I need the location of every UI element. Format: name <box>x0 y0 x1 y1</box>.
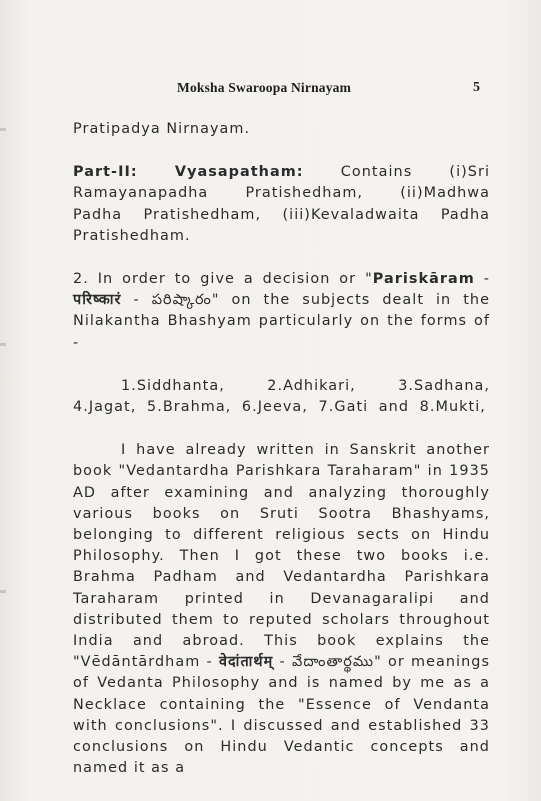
pariskaram-telugu: పరిష్కారం <box>151 292 212 309</box>
vedantardham-telugu: వేదాంతార్థము <box>292 654 375 671</box>
part-2-name: Vyasapatham: <box>174 164 304 181</box>
pariskaram-term: Pariskāram <box>372 271 475 288</box>
page-number: 5 <box>473 80 480 95</box>
pariskaram-devanagari: परिष्कारं <box>73 292 122 309</box>
page-header <box>0 80 541 100</box>
vedantardham-devanagari: वेदांतार्थम् <box>218 654 274 671</box>
paragraph-3: I have already written in Sanskrit another book "Vedantardha Parishkara Taraharam" in 1935 AD after examining and analyzing thoroughly various books on Sruti Sootra Bhashyams, belonging to different religious sects on Hindu Philosophy. Then I got these two books i.e. Brahma Padham and Vedantardha Parishkara Taraharam printed in Devanagaralipi and distributed them to reputed scholars throughout India and abroad. This book explains the "Vēdāntārdham - वेदांतार्थम् - వేదాంతార్థము" or meanings of Vedanta Philosophy and is named by me as a Necklace containing the "Essence of Vendanta with conclusions". I discussed and established 33 conclusions on Hindu Vedantic concepts and named it as a <box>73 442 491 777</box>
paragraph-part-2: Part-II: Vyasapatham: Contains (i)Sri Ramayanapadha Pratishedham, (ii)Madhwa Padha Pratishedham, (iii)Kevaladwaita Padha Pratishedham. <box>73 164 491 244</box>
running-title: Moksha Swaroopa Nirnayam <box>177 80 352 95</box>
scan-edge-mark <box>0 128 6 131</box>
forms-list: 1.Siddhanta, 2.Adhikari, 3.Sadhana, 4.Jagat, 5.Brahma, 6.Jeeva, 7.Gati and 8.Mukti, <box>73 377 490 416</box>
paragraph-2: 2. In order to give a decision or "Pariskāram - परिष्कारं - పరిష్కారం" on the subjects dealt in the Nilakantha Bhashyam particularly on the forms of - <box>73 271 490 351</box>
body-text <box>73 119 490 779</box>
scan-edge-mark <box>0 343 6 346</box>
scan-edge-mark <box>0 590 6 593</box>
paragraph-pratipadya: Pratipadya Nirnayam. <box>73 121 251 137</box>
part-2-label: Part-II: <box>73 164 138 181</box>
